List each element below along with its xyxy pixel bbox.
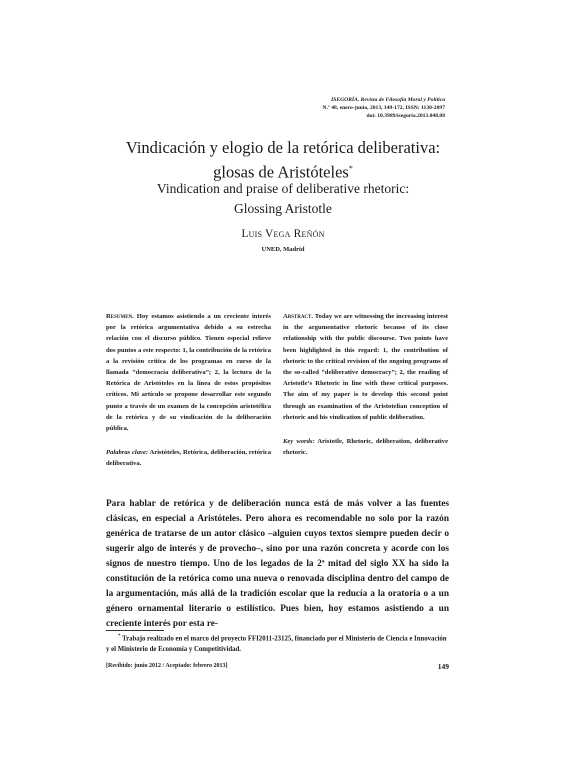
keywords-es-label: Palabras clave:	[106, 449, 149, 457]
abstract-label: Abstract.	[283, 313, 314, 320]
page-number: 149	[437, 662, 449, 671]
body-paragraph: Para hablar de retórica y de deliberación nunca está de más volver a las fuentes clásicas, en especial a Aristóteles. Pero ahora es recomendable no solo por la razón genérica de tratarse de un autor clásico –alguien cuyos textos siempre pueden decir o sugerir algo de interés y de provecho–, sino por una razón concreta y acorde con los signos de nuestro tiempo. Uno de los legados de la 2ª mitad del siglo XX ha sido la constitución de la retórica como una nueva o renovada disciplina dentro del campo de la argumentación, más allá de la tradición escolar que la reducía a la oratoria o a un género ornamental literario o estilístico. Pues bien, hoy estamos asistiendo a un creciente interés por esta re-	[106, 499, 449, 629]
title-english	[100, 179, 466, 219]
abstract-text: Today we are witnessing the increasing interest in the argumentative rhetoric because of its close relationship with the public discourse. Two points have been highlighted in this regard: 1, the contribution of rhetoric to the critical revision of the ongoing programs of the so-called “deliberative democracy”; 2, the reading of Aristotle’s Rhetoric in line with these critical purposes. The aim of my paper is to develop this second point through an examination of the Aristotelian conception of rhetoric and his vindication of public deliberation.	[283, 313, 448, 421]
resumen-text: Hoy estamos asistiendo a un creciente interés por la retórica argumentativa debido a su estrecha relación con el discurso público. Tienen especial relieve dos puntos a este respecto: 1, la contribución de la retórica a la revisión crítica de los programas en curso de la llamada “democracia deliberativa”; 2, la lectura de la Retórica de Aristóteles en la línea de estos propósitos críticos. Mi artículo se propone desarrollar este segundo punto a través de un examen de la concepción aristotélica de la retórica y de su vindicación de la deliberación pública.	[106, 313, 271, 433]
keywords-en-text: Aristotle, Rhetoric, deliberation, deliberative rhetoric.	[283, 438, 448, 457]
footnote-text: Trabajo realizado en el marco del proyecto FFI2011-23125, financiado por el Ministerio de Ciencia e Innovación y el Ministerio de Economía y Competitividad.	[106, 635, 447, 653]
keywords-es-text: Aristóteles, Retórica, deliberación, retórica deliberativa.	[106, 449, 271, 468]
title-es-line-1: Vindicación y elogio de la retórica deliberativa:	[125, 138, 441, 157]
resumen-label: Resumen.	[106, 313, 134, 320]
keywords-english	[283, 436, 448, 458]
received-accepted-dates: [Recibido: junio 2012 / Aceptado: febrero 2013]	[106, 663, 228, 669]
journal-name: ISEGORÍA. Revista de Filosofía Moral y Política	[331, 97, 445, 103]
title-spanish	[100, 137, 466, 183]
keywords-en-label: Key words:	[283, 438, 315, 446]
abstract-spanish	[106, 311, 271, 470]
footnote	[106, 632, 449, 655]
title-en-line-1: Vindication and praise of deliberative rhetoric:	[156, 181, 410, 196]
title-es-line-2: glosas de Aristóteles	[213, 162, 349, 182]
author-name: Luis Vega Reñón	[241, 228, 325, 240]
journal-header	[323, 96, 445, 120]
resumen-paragraph	[106, 311, 271, 434]
author-affiliation: UNED, Madrid	[261, 246, 305, 253]
keywords-spanish	[106, 447, 271, 469]
title-en-line-2: Glossing Aristotle	[234, 201, 332, 216]
title-footnote-mark: *	[348, 164, 353, 173]
doi: doi: 10.3989/isegoria.2013.048.08	[366, 113, 445, 119]
issue-info: N.º 48, enero-junio, 2013, 149-172, ISSN: 1130-2097	[322, 105, 445, 111]
abstract-english	[283, 311, 448, 458]
footnote-divider	[106, 630, 164, 631]
abstract-paragraph	[283, 311, 448, 423]
footnote-mark: *	[118, 634, 121, 639]
